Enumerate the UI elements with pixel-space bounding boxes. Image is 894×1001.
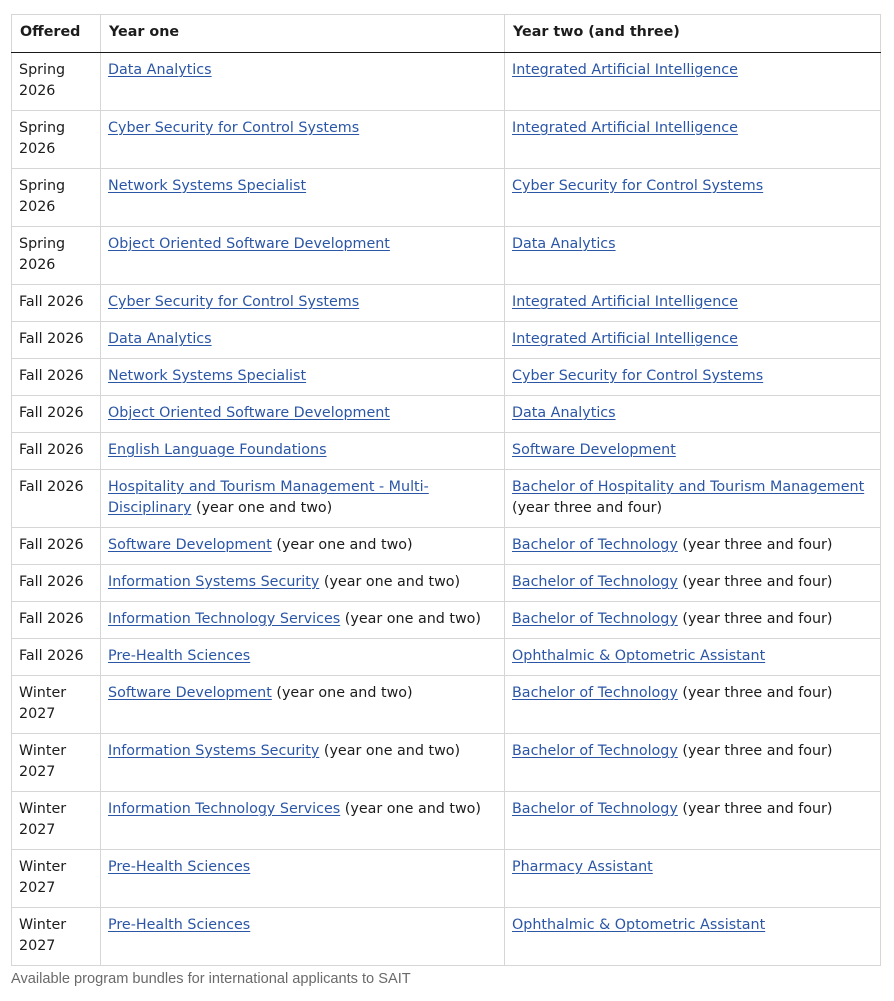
program-year-note: (year one and two) [319, 573, 461, 590]
year-one-program-link[interactable]: Network Systems Specialist [108, 367, 307, 384]
year-one-program-link[interactable]: Data Analytics [108, 330, 212, 347]
offered-cell: Fall 2026 [12, 469, 101, 527]
year-one-cell [101, 527, 505, 564]
program-year-note: (year one and two) [319, 742, 461, 759]
offered-cell: Spring 2026 [12, 52, 101, 110]
year-one-cell [101, 395, 505, 432]
program-year-note: (year one and two) [271, 536, 413, 553]
table-row [12, 675, 881, 733]
year-one-program-link[interactable]: Information Technology Services [108, 610, 341, 627]
year-one-cell [101, 358, 505, 395]
table-caption: Available program bundles for international applicants to SAIT [11, 970, 411, 987]
offered-cell: Winter 2027 [12, 791, 101, 849]
program-bundles-table [11, 14, 881, 966]
offered-cell: Fall 2026 [12, 432, 101, 469]
year-one-program-link[interactable]: Pre-Health Sciences [108, 647, 251, 664]
year-two-cell [505, 675, 881, 733]
offered-cell: Fall 2026 [12, 564, 101, 601]
year-two-program-link[interactable]: Integrated Artificial Intelligence [512, 119, 738, 136]
year-two-cell [505, 733, 881, 791]
year-one-program-link[interactable]: Software Development [108, 684, 272, 701]
year-two-cell [505, 321, 881, 358]
program-year-note: (year three and four) [677, 610, 833, 627]
table-row [12, 226, 881, 284]
year-two-cell [505, 791, 881, 849]
table-row [12, 395, 881, 432]
year-one-cell [101, 907, 505, 965]
year-two-program-link[interactable]: Integrated Artificial Intelligence [512, 293, 738, 310]
year-one-cell [101, 675, 505, 733]
year-two-cell [505, 226, 881, 284]
table-row [12, 849, 881, 907]
year-one-program-link[interactable]: Cyber Security for Control Systems [108, 119, 360, 136]
year-two-program-link[interactable]: Software Development [512, 441, 676, 458]
year-two-program-link[interactable]: Cyber Security for Control Systems [512, 367, 764, 384]
program-year-note: (year three and four) [677, 573, 833, 590]
header-row [12, 15, 881, 53]
year-two-cell [505, 907, 881, 965]
year-two-cell [505, 564, 881, 601]
year-one-cell [101, 601, 505, 638]
table-row [12, 321, 881, 358]
year-one-program-link[interactable]: Information Technology Services [108, 800, 341, 817]
year-two-cell [505, 601, 881, 638]
table-row [12, 110, 881, 168]
year-one-cell [101, 733, 505, 791]
program-year-note: (year three and four) [677, 800, 833, 817]
offered-cell: Winter 2027 [12, 907, 101, 965]
offered-cell: Fall 2026 [12, 321, 101, 358]
table-row [12, 52, 881, 110]
year-one-cell [101, 791, 505, 849]
year-two-program-link[interactable]: Bachelor of Technology [512, 610, 678, 627]
year-two-program-link[interactable]: Bachelor of Technology [512, 573, 678, 590]
year-one-program-link[interactable]: English Language Foundations [108, 441, 327, 458]
program-year-note: (year three and four) [677, 684, 833, 701]
year-one-cell [101, 52, 505, 110]
year-two-cell [505, 52, 881, 110]
offered-cell: Fall 2026 [12, 284, 101, 321]
program-year-note: (year one and two) [191, 500, 333, 516]
year-two-program-link[interactable]: Ophthalmic & Optometric Assistant [512, 916, 766, 933]
year-one-cell [101, 469, 505, 527]
table-row [12, 469, 881, 527]
year-two-program-link[interactable]: Bachelor of Hospitality and Tourism Management [512, 478, 865, 495]
offered-cell: Fall 2026 [12, 527, 101, 564]
table-row [12, 907, 881, 965]
year-one-program-link[interactable]: Hospitality and Tourism Management - Multi-Disciplinary [108, 478, 429, 516]
year-two-program-link[interactable]: Cyber Security for Control Systems [512, 177, 764, 194]
year-one-program-link[interactable]: Pre-Health Sciences [108, 858, 251, 875]
program-year-note: (year one and two) [340, 800, 482, 817]
year-two-cell [505, 284, 881, 321]
year-one-program-link[interactable]: Information Systems Security [108, 742, 320, 759]
table-row [12, 638, 881, 675]
year-two-cell [505, 395, 881, 432]
year-two-cell [505, 110, 881, 168]
year-two-cell [505, 527, 881, 564]
program-year-note: (year one and two) [340, 610, 482, 627]
year-one-cell [101, 284, 505, 321]
table-row [12, 601, 881, 638]
offered-cell: Spring 2026 [12, 226, 101, 284]
year-two-program-link[interactable]: Bachelor of Technology [512, 800, 678, 817]
offered-cell: Fall 2026 [12, 358, 101, 395]
header-offered: Offered [12, 15, 101, 53]
program-year-note: (year three and four) [512, 500, 663, 516]
year-two-cell [505, 432, 881, 469]
year-one-cell [101, 226, 505, 284]
year-two-program-link[interactable]: Data Analytics [512, 404, 616, 421]
year-one-program-link[interactable]: Cyber Security for Control Systems [108, 293, 360, 310]
table-row [12, 733, 881, 791]
table-header [12, 15, 881, 53]
offered-cell: Spring 2026 [12, 110, 101, 168]
table-row [12, 527, 881, 564]
table-row [12, 358, 881, 395]
year-one-cell [101, 110, 505, 168]
year-two-program-link[interactable]: Bachelor of Technology [512, 742, 678, 759]
offered-cell: Winter 2027 [12, 733, 101, 791]
year-one-program-link[interactable]: Network Systems Specialist [108, 177, 307, 194]
program-year-note: (year one and two) [271, 684, 413, 701]
year-one-cell [101, 321, 505, 358]
program-year-note: (year three and four) [677, 536, 833, 553]
table-row [12, 168, 881, 226]
year-one-program-link[interactable]: Software Development [108, 536, 272, 553]
year-one-cell [101, 168, 505, 226]
header-year-one: Year one [101, 15, 505, 53]
offered-cell: Winter 2027 [12, 675, 101, 733]
year-one-program-link[interactable]: Pre-Health Sciences [108, 916, 251, 933]
year-one-cell [101, 638, 505, 675]
year-one-program-link[interactable]: Object Oriented Software Development [108, 235, 390, 252]
year-two-cell [505, 849, 881, 907]
offered-cell: Fall 2026 [12, 601, 101, 638]
year-two-cell [505, 638, 881, 675]
year-two-program-link[interactable]: Integrated Artificial Intelligence [512, 330, 738, 347]
table-body [12, 52, 881, 965]
table-row [12, 791, 881, 849]
year-two-program-link[interactable]: Data Analytics [512, 235, 616, 252]
program-year-note: (year three and four) [677, 742, 833, 759]
year-two-program-link[interactable]: Integrated Artificial Intelligence [512, 61, 738, 78]
year-two-program-link[interactable]: Bachelor of Technology [512, 684, 678, 701]
year-one-cell [101, 564, 505, 601]
year-one-program-link[interactable]: Information Systems Security [108, 573, 320, 590]
year-two-cell [505, 168, 881, 226]
year-two-program-link[interactable]: Bachelor of Technology [512, 536, 678, 553]
header-year-two: Year two (and three) [505, 15, 881, 53]
offered-cell: Fall 2026 [12, 395, 101, 432]
year-two-cell [505, 469, 881, 527]
offered-cell: Fall 2026 [12, 638, 101, 675]
year-one-program-link[interactable]: Object Oriented Software Development [108, 404, 390, 421]
table-row [12, 432, 881, 469]
table-row [12, 284, 881, 321]
table-row [12, 564, 881, 601]
year-one-program-link[interactable]: Data Analytics [108, 61, 212, 78]
year-two-program-link[interactable]: Ophthalmic & Optometric Assistant [512, 647, 766, 664]
year-two-cell [505, 358, 881, 395]
year-one-cell [101, 849, 505, 907]
offered-cell: Winter 2027 [12, 849, 101, 907]
year-two-program-link[interactable]: Pharmacy Assistant [512, 858, 653, 875]
offered-cell: Spring 2026 [12, 168, 101, 226]
year-one-cell [101, 432, 505, 469]
